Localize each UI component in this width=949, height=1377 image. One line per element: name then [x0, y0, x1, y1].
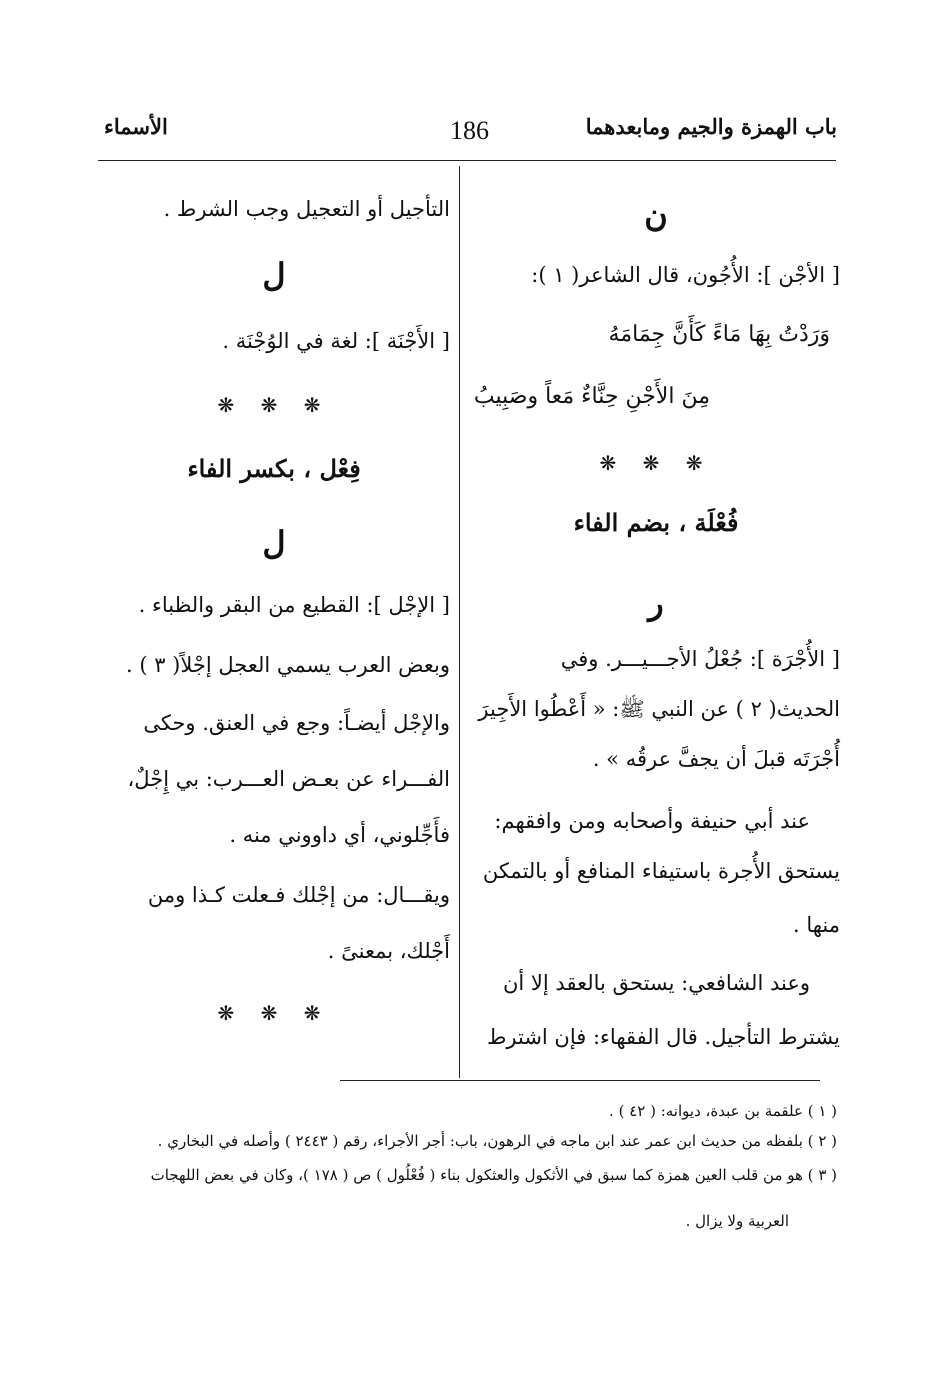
shafii-opinion-line-1: وعند الشافعي: يستحق بالعقد إلا أن: [503, 971, 810, 995]
ijl-line-7: أَجْلك، بمعنىً .: [327, 939, 450, 963]
pattern-heading-fi3l: فِعْل ، بكسر الفاء: [187, 454, 361, 483]
hanafi-opinion-line-1: عند أبي حنيفة وأصحابه ومن وافقهم:: [494, 809, 810, 833]
verse-line-1: وَرَدْتُ بِهَا مَاءً كَأَنَّ جِمَامَهُ: [608, 322, 830, 347]
section-title: الأسماء: [104, 114, 168, 139]
header-rule: [98, 160, 836, 161]
section-separator-stars-2: ❋ ❋ ❋: [217, 1001, 331, 1025]
ijl-line-6: ويقـــال: من إجْلك فـعلت كـذا ومن: [147, 883, 450, 907]
entry-al-ajna: [ الأَجْنَة ]: لغة في الوُجْنَة .: [222, 329, 450, 353]
hanafi-opinion-line-3: منها .: [792, 913, 840, 937]
right-column: [472, 166, 840, 1078]
column-divider: [459, 166, 460, 1078]
section-separator-stars: ❋ ❋ ❋: [599, 451, 713, 475]
continued-text-line: التأجيل أو التعجيل وجب الشرط .: [163, 197, 450, 221]
letter-heading-lam-2: ل: [262, 524, 286, 562]
chapter-title: باب الهمزة والجيم ومابعدهما: [585, 114, 837, 139]
ijl-line-4: الفـــراء عن بعـض العـــرب: بي إِجْلٌ،: [127, 767, 450, 791]
entry-al-ajn: [ الأجْن ]: الأُجُون، قال الشاعر( ١ ):: [531, 263, 840, 287]
footnote-3-line-1: ( ٣ ) هو من قلب العين همزة كما سبق في الأثكول والعثكول بناء ( فُعْلُول ) ص ( ١٧٨ )، وكان في بعض اللهجات: [150, 1166, 837, 1184]
pattern-heading-fu3la: فُعْلَة ، بضم الفاء: [573, 508, 739, 537]
ijl-line-3: والإجْل أيضـاً: وجع في العنق. وحكى: [143, 711, 450, 735]
letter-heading-lam-1: ل: [262, 256, 286, 294]
section-separator-stars-1: ❋ ❋ ❋: [217, 393, 331, 417]
footnote-rule: [340, 1080, 820, 1081]
footnote-1: ( ١ ) علقمة بن عبدة، ديوانه: ( ٤٢ ) .: [609, 1102, 837, 1120]
entry-al-ijl: [ الإجْل ]: القطيع من البقر والظباء .: [138, 593, 450, 617]
entry-al-ujra: [ الأُجْرَة ]: جُعْلُ الأجـــيـــر. وفي: [560, 647, 840, 671]
footnote-3-line-2: العربية ولا يزال .: [685, 1212, 789, 1230]
ijl-line-5: فأَجِّلوني، أي داووني منه .: [229, 823, 450, 847]
left-column: [98, 166, 450, 1078]
letter-heading-ra: ر: [648, 584, 664, 622]
hadith-line-2: أُجْرَتَه قبلَ أن يجفَّ عرقُه » .: [592, 747, 840, 771]
hanafi-opinion-line-2: يستحق الأُجرة باستيفاء المنافع أو بالتمكن: [482, 859, 840, 883]
ijl-line-2: وبعض العرب يسمي العجل إجْلاً( ٣ ) .: [125, 653, 450, 677]
page-number: 186: [450, 116, 489, 145]
shafii-opinion-line-2: يشترط التأجيل. قال الفقهاء: فإن اشترط: [486, 1025, 840, 1049]
footnote-2: ( ٢ ) بلفظه من حديث ابن عمر عند ابن ماجه في الرهون، باب: أجر الأجراء، رقم ( ٢٤٤٣ ) وأصله في البخاري .: [157, 1132, 837, 1150]
verse-line-2: مِنَ الأَجْنِ حِنَّاءٌ مَعاً وصَبِيبُ: [473, 384, 710, 409]
hadith-line-1: الحديث( ٢ ) عن النبي ﷺ: « أَعْطُوا الأَجِيرَ: [478, 697, 840, 721]
letter-heading-nun: ن: [644, 196, 668, 234]
